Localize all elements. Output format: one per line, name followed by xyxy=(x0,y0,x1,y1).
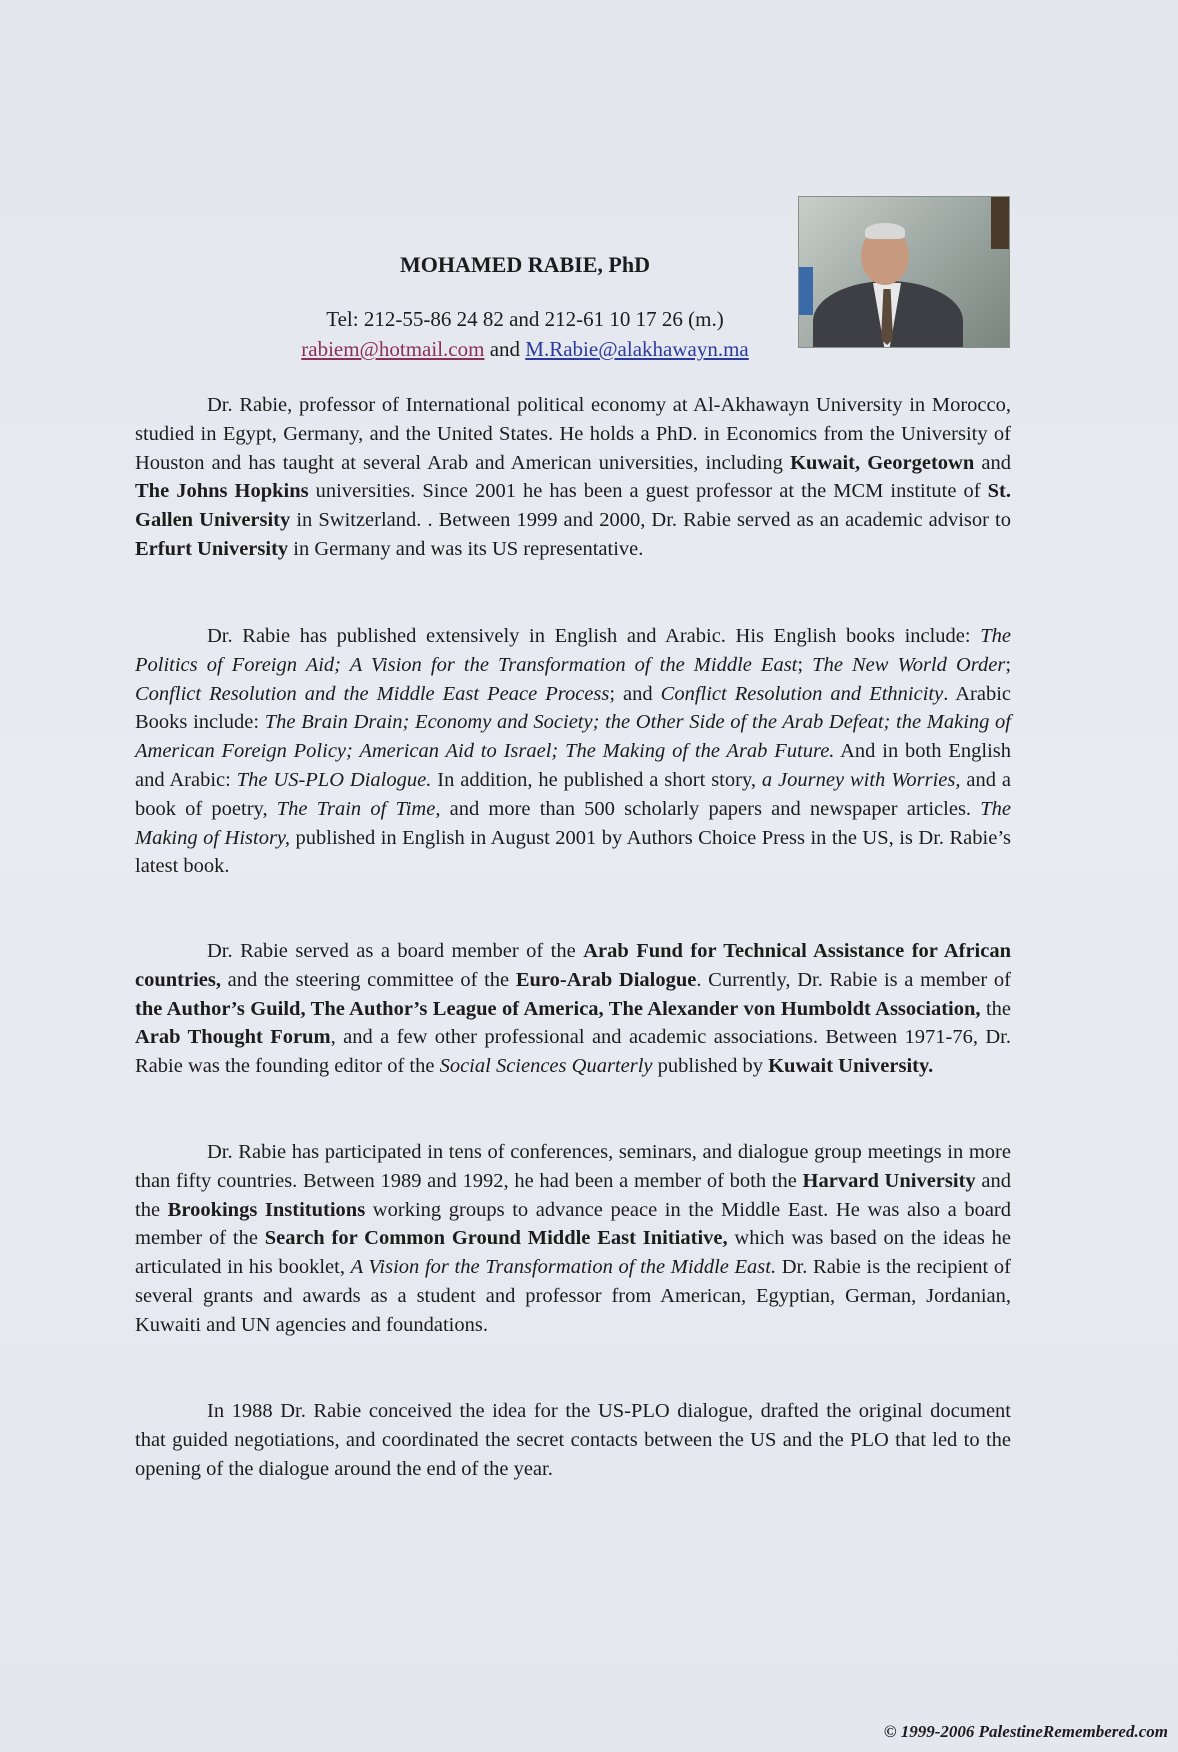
bold-text: St. Gallen University xyxy=(135,480,1011,532)
italic-title: The Making of History, xyxy=(135,797,1011,849)
bold-text: The Johns Hopkins xyxy=(135,480,309,503)
text-run: . Arabic Books include: xyxy=(135,682,1011,734)
italic-title: Conflict Resolution and the Middle East Peace Process xyxy=(135,682,610,705)
bold-text: Kuwait University. xyxy=(768,1055,934,1078)
text-run: ; and xyxy=(609,682,661,705)
italic-title: Social Sciences Quarterly xyxy=(439,1055,653,1078)
text-run: in Switzerland. . Between 1999 and 2000, Dr. Rabie served as an academic advisor to xyxy=(290,509,1011,532)
bold-text: Brookings Institutions xyxy=(167,1198,366,1221)
italic-title: The Train of Time, xyxy=(276,797,441,820)
bold-text: Search for Common Ground Middle East Initiative, xyxy=(264,1227,728,1250)
text-run: which was based on the ideas he articulated in his booklet, xyxy=(135,1227,1011,1279)
text-run: and the xyxy=(135,1169,1011,1221)
bold-text: Arab Thought Forum xyxy=(135,1026,331,1049)
text-run: Dr. Rabie, professor of International political economy at Al-Akhawayn University in Morocco, studied in Egypt, Germany, and the United States. He holds a PhD. in Economics from the University of Houston and has taught at several Arab and American universities, including xyxy=(135,394,1011,474)
text-run: And in both English and Arabic: xyxy=(135,740,1011,791)
paragraph-publications xyxy=(135,622,1011,881)
text-run: Dr. Rabie is the recipient of several grants and awards as a student and professor from American, Egyptian, German, Jordanian, Kuwaiti and UN agencies and foundations. xyxy=(135,1256,1011,1336)
italic-title: The US-PLO Dialogue. xyxy=(236,768,432,791)
text-run: published in English in August 2001 by Authors Choice Press in the US, is Dr. Rabie’s latest book. xyxy=(135,826,1011,878)
bold-text: Harvard University xyxy=(802,1169,976,1192)
text-run: Dr. Rabie has participated in tens of conferences, seminars, and dialogue group meetings in more than fifty countries. Between 1989 and 1992, he had been a member of both the xyxy=(135,1141,1011,1192)
text-run: in Germany and was its US representative. xyxy=(288,537,644,560)
italic-title: a Journey with Worries, xyxy=(761,768,961,791)
bold-text: Kuwait, Georgetown xyxy=(790,451,975,474)
text-run: In addition, he published a short story, xyxy=(431,768,762,791)
text-run: and xyxy=(974,451,1011,474)
text-run: . Currently, Dr. Rabie is a member of xyxy=(696,968,1011,991)
portrait-photo xyxy=(798,196,1010,348)
bold-text: Erfurt University xyxy=(135,537,289,560)
text-run: In 1988 Dr. Rabie conceived the idea for the US-PLO dialogue, drafted the original document that guided negotiations, and coordinated the secret contacts between the US and the PLO that led to the opening of the dialogue around the end of the year. xyxy=(135,1400,1011,1480)
paragraph-conferences xyxy=(135,1138,1011,1340)
text-run: , and a few other professional and academic associations. Between 1971-76, Dr. Rabie was the founding editor of the xyxy=(135,1026,1011,1078)
text-run: and the steering committee of the xyxy=(220,968,516,991)
email-link-hotmail[interactable]: rabiem@hotmail.com xyxy=(301,337,485,361)
text-run: the xyxy=(980,997,1012,1020)
text-run: and a book of poetry, xyxy=(135,768,1011,820)
text-run: ; xyxy=(1005,653,1012,676)
text-run: Dr. Rabie served as a board member of the xyxy=(207,940,584,962)
italic-title: Conflict Resolution and Ethnicity xyxy=(660,682,944,705)
telephone-line: Tel: 212-55-86 24 82 and 212-61 10 17 26 (m.) xyxy=(326,307,724,331)
italic-title: The New World Order xyxy=(812,653,1006,676)
bold-text: the Author’s Guild, The Author’s League of America, The Alexander von Humboldt Association, xyxy=(135,997,981,1020)
italic-title: The Brain Drain; Economy and Society; the Other Side of the Arab Defeat; the Making of American Foreign Policy; American Aid to Israel; The Making of the Arab Future. xyxy=(135,711,1012,763)
bold-text: Arab Fund for Technical Assistance for African countries, xyxy=(135,940,1011,991)
text-run: ; xyxy=(797,653,813,676)
paragraph-us-plo-dialogue xyxy=(135,1397,1011,1483)
text-run: and more than 500 scholarly papers and newspaper articles. xyxy=(440,797,981,820)
text-run: universities. Since 2001 he has been a guest professor at the MCM institute of xyxy=(308,480,988,503)
italic-title: The Politics of Foreign Aid; A Vision for the Transformation of the Middle East xyxy=(135,625,1011,676)
bold-text: Euro-Arab Dialogue xyxy=(515,968,697,991)
text-run: working groups to advance peace in the Middle East. He was also a board member of the xyxy=(135,1198,1011,1250)
copyright-footer: © 1999-2006 PalestineRemembered.com xyxy=(883,1722,1168,1741)
italic-title: A Vision for the Transformation of the Middle East. xyxy=(350,1256,777,1279)
text-run: Dr. Rabie has published extensively in English and Arabic. His English books include: xyxy=(207,625,981,647)
paragraph-education xyxy=(135,391,1011,564)
text-run: published by xyxy=(652,1055,769,1078)
page-title: MOHAMED RABIE, PhD xyxy=(400,252,650,277)
email-joiner: and xyxy=(484,337,526,361)
email-link-alakhawayn[interactable]: M.Rabie@alakhawayn.ma xyxy=(525,337,749,361)
paragraph-memberships xyxy=(135,937,1011,1081)
